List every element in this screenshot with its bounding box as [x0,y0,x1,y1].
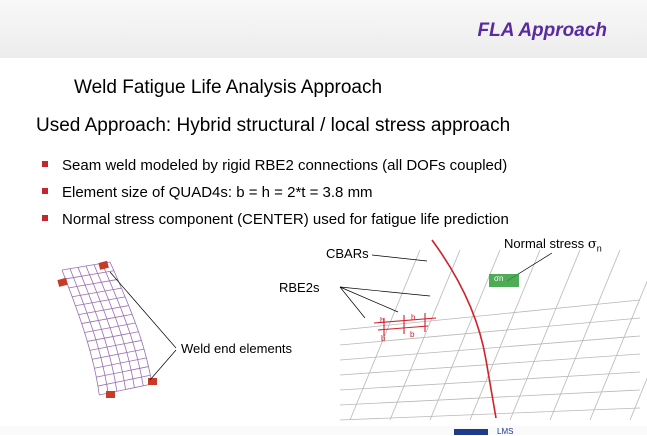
cbars-leader [372,255,427,261]
rbe2s-label: RBE2s [279,280,320,295]
h-label: h [411,313,416,322]
footer-logo [454,429,488,435]
sigma-n-tag-text: σn [494,274,504,283]
bullet-item: Seam weld modeled by rigid RBE2 connections (all DOFs coupled) [42,152,509,179]
rbe2s-leaders [340,287,430,318]
h-label: h [380,316,385,325]
slide-title: Weld Fatigue Life Analysis Approach [74,77,383,98]
bullet-item: Element size of QUAD4s: b = h = 2*t = 3.8 mm [42,179,509,206]
footer-mark: LMS [497,427,514,436]
b-label: b [381,334,386,343]
slide-subtitle: Used Approach: Hybrid structural / local stress approach [36,115,511,136]
footer-bar [0,426,647,435]
cbars-label: CBARs [326,246,369,261]
b-label: b [410,330,415,339]
weld-end-elements-label: Weld end elements [181,341,293,356]
bullet-item: Normal stress component (CENTER) used for fatigue life prediction [42,206,509,233]
header-title: FLA Approach [477,20,607,41]
normal-stress-label: Normal stress $\sigma_n$ [504,236,602,254]
